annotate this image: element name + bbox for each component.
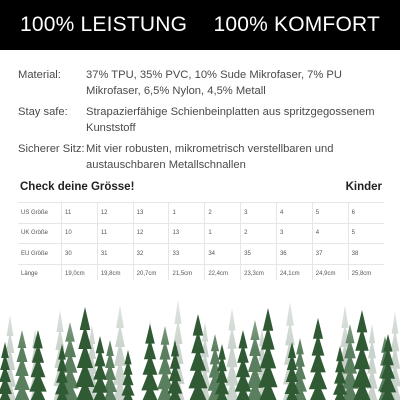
table-cell: 31 xyxy=(97,244,133,265)
spec-row-material xyxy=(18,68,390,99)
table-cell: 34 xyxy=(205,244,241,265)
table-cell: 13 xyxy=(169,223,205,244)
table-cell: 19,8cm xyxy=(97,264,133,284)
table-cell: 2 xyxy=(205,203,241,224)
table-cell: 13 xyxy=(133,203,169,224)
table-cell: 3 xyxy=(241,203,277,224)
row-label: EU Größe xyxy=(18,244,62,265)
table-cell: 2 xyxy=(241,223,277,244)
row-label: UK Größe xyxy=(18,223,62,244)
header-banner xyxy=(0,0,400,50)
table-cell: 12 xyxy=(97,203,133,224)
table-cell: 1 xyxy=(169,203,205,224)
table-cell: 21,5cm xyxy=(169,264,205,284)
table-cell: 32 xyxy=(133,244,169,265)
table-cell: 37 xyxy=(312,244,348,265)
banner-right-text: 100% KOMFORT xyxy=(213,13,380,36)
table-cell: 12 xyxy=(133,223,169,244)
table-cell: 5 xyxy=(348,223,384,244)
table-cell: 25,8cm xyxy=(348,264,384,284)
size-chart-category: Kinder xyxy=(345,181,382,193)
spec-list xyxy=(18,68,390,179)
table-row xyxy=(18,223,384,244)
table-cell: 4 xyxy=(276,203,312,224)
spec-label: Stay safe: xyxy=(18,106,68,118)
table-cell: 24,1cm xyxy=(276,264,312,284)
spec-row-stay-safe xyxy=(18,105,390,136)
table-cell: 36 xyxy=(276,244,312,265)
table-cell: 11 xyxy=(62,203,98,224)
table-cell: 1 xyxy=(205,223,241,244)
table-cell: 20,7cm xyxy=(133,264,169,284)
spec-value: Strapazierfähige Schienbeinplatten aus spritzgegossenem Kunststoff xyxy=(86,106,375,134)
table-cell: 23,3cm xyxy=(241,264,277,284)
table-cell: 22,4cm xyxy=(205,264,241,284)
table-row xyxy=(18,244,384,265)
table-cell: 30 xyxy=(62,244,98,265)
row-label: US Größe xyxy=(18,203,62,224)
size-chart-table xyxy=(18,202,384,284)
table-cell: 11 xyxy=(97,223,133,244)
table-cell: 5 xyxy=(312,203,348,224)
table-cell: 3 xyxy=(276,223,312,244)
spec-value: Mit vier robusten, mikrometrisch verstellbaren und austauschbaren Metallschnallen xyxy=(86,143,334,171)
forest-image xyxy=(0,280,400,400)
table-cell: 10 xyxy=(62,223,98,244)
size-chart-header xyxy=(20,181,382,193)
spec-row-sicherer-sitz xyxy=(18,142,390,173)
table-cell: 24,9cm xyxy=(312,264,348,284)
table-cell: 33 xyxy=(169,244,205,265)
table-cell: 6 xyxy=(348,203,384,224)
spec-value: 37% TPU, 35% PVC, 10% Sude Mikrofaser, 7% PU Mikrofaser, 6,5% Nylon, 4,5% Metall xyxy=(86,69,342,97)
size-chart-title: Check deine Grösse! xyxy=(20,181,135,193)
table-cell: 4 xyxy=(312,223,348,244)
spec-label: Material: xyxy=(18,69,61,81)
row-label: Länge xyxy=(18,264,62,284)
table-cell: 38 xyxy=(348,244,384,265)
spec-label: Sicherer Sitz: xyxy=(18,143,85,155)
banner-left-text: 100% LEISTUNG xyxy=(20,13,188,36)
table-row xyxy=(18,203,384,224)
table-cell: 19,0cm xyxy=(62,264,98,284)
table-cell: 35 xyxy=(241,244,277,265)
